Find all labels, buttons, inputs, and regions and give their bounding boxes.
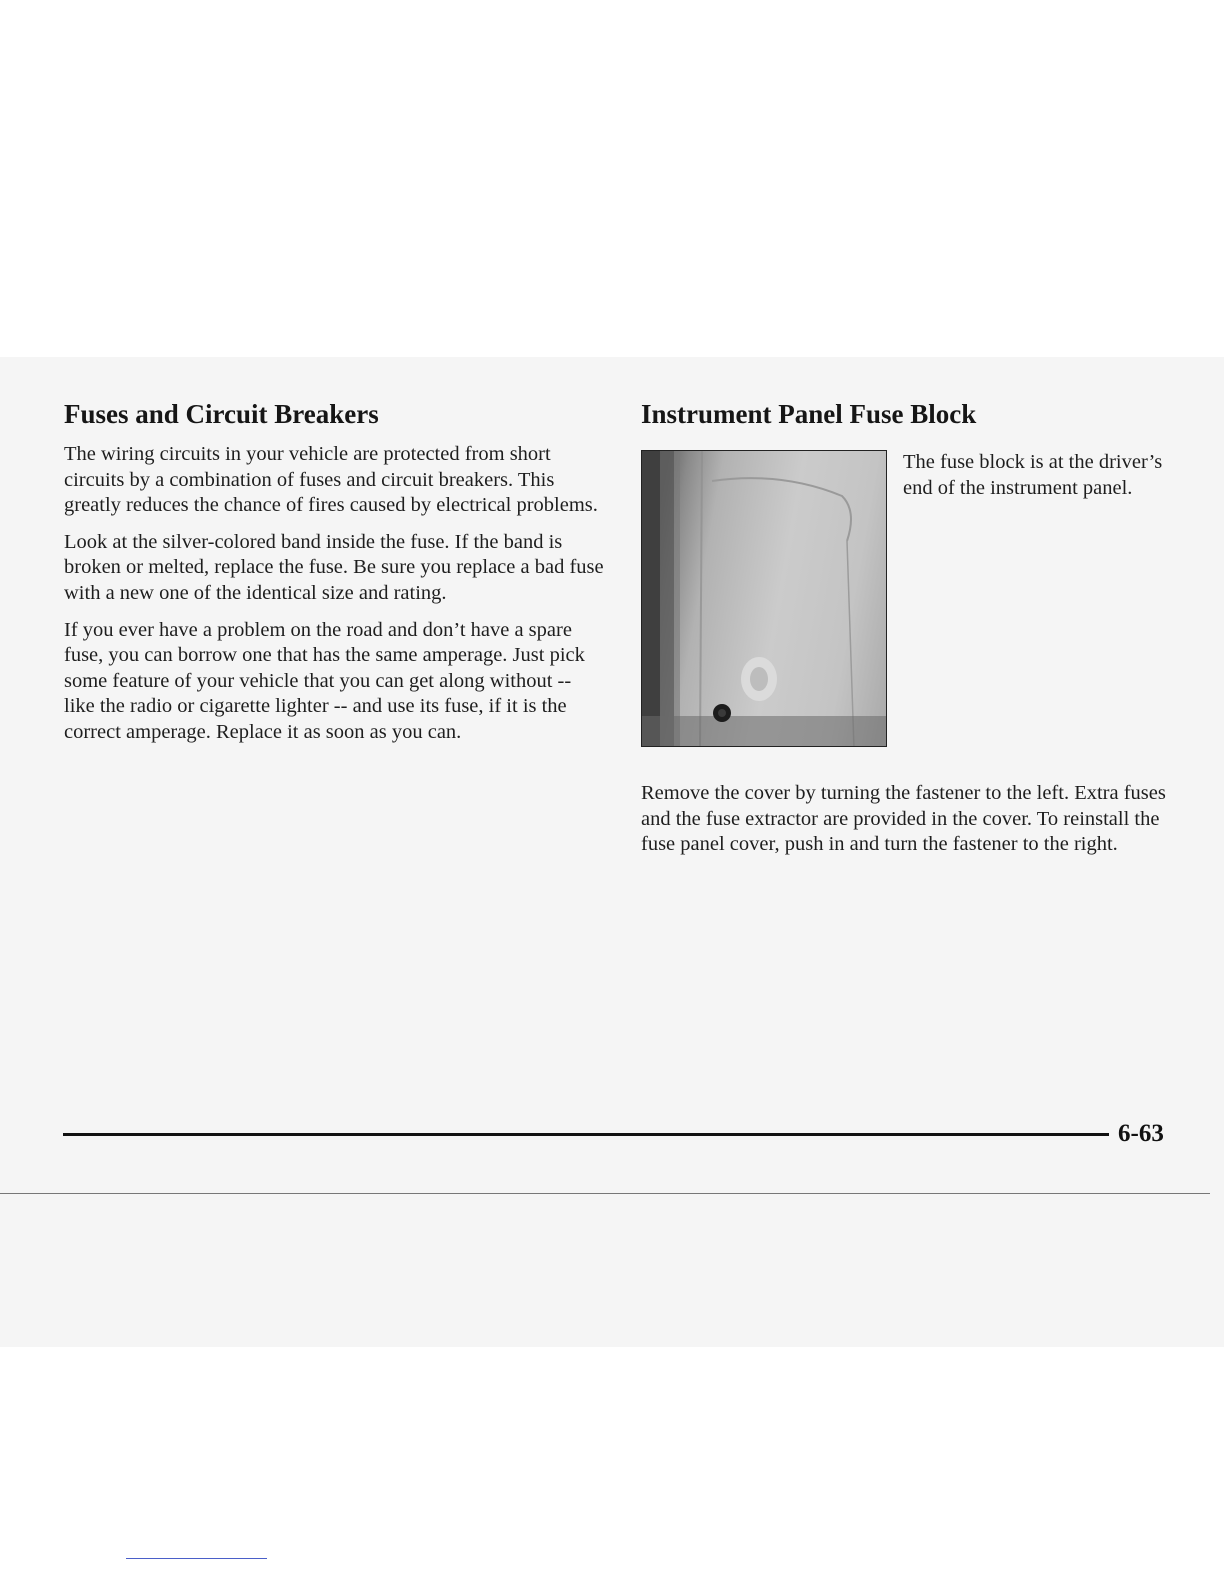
paragraph: Remove the cover by turning the fastener to the left. Extra fuses and the fuse extractor are provided in the cover. To reinstall the fuse panel cover, push in and turn the fastener to the right. — [641, 782, 1166, 856]
section-heading-fuse-block: Instrument Panel Fuse Block — [641, 399, 977, 429]
paragraph: Look at the silver-colored band inside the fuse. If the band is broken or melted, replace the fuse. Be sure you replace a bad fuse with a new one of the identical size and rating. — [64, 530, 604, 604]
page-edge-line — [0, 1193, 1210, 1194]
paragraph: If you ever have a problem on the road and don’t have a spare fuse, you can borrow one that has the same amperage. Just pick some feature of your vehicle that you can get along without -- like the radio or cigarette lighter -- and use its fuse, if it is the correct amperage. Replace it as soon as you can. — [64, 618, 585, 743]
photo-caption: The fuse block is at the driver’s end of the instrument panel. — [903, 451, 1163, 499]
page-number: 6-63 — [1118, 1120, 1164, 1147]
fuse-block-photo — [641, 450, 887, 747]
left-column — [64, 442, 604, 757]
section-heading-fuses: Fuses and Circuit Breakers — [64, 399, 379, 429]
link-underline — [126, 1558, 267, 1559]
paragraph: The wiring circuits in your vehicle are protected from short circuits by a combination of fuses and circuit breakers. This greatly reduces the chance of fires caused by electrical problems. — [64, 443, 598, 517]
footer-rule — [63, 1133, 1109, 1136]
